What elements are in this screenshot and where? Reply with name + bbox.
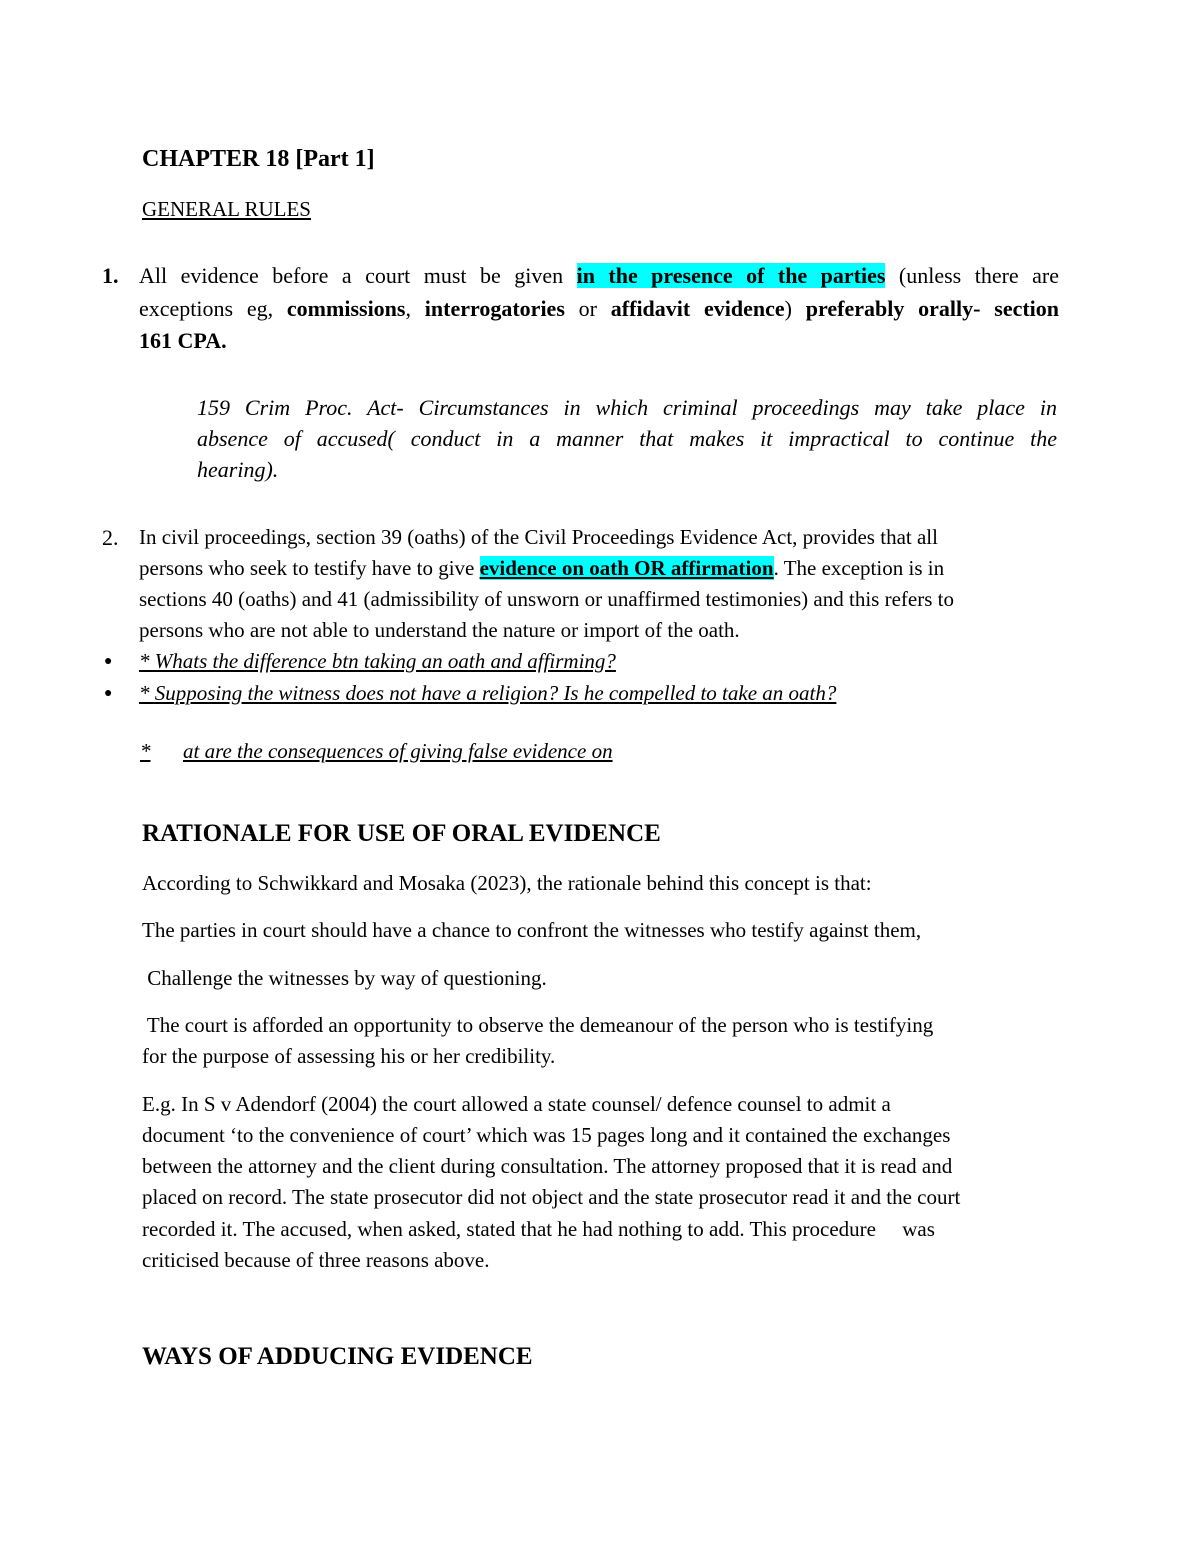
item2-line2-b: . The exception is in (773, 556, 945, 580)
chapter-title: CHAPTER 18 [Part 1] (142, 146, 375, 172)
item1-note-line1: 159 Crim Proc. Act- Circumstances in which criminal proceedings may take place in (197, 395, 1057, 420)
example-line3: between the attorney and the client during consultation. The attorney proposed that it is read and (142, 1154, 953, 1178)
item2-line2-a: persons who seek to testify have to give (139, 556, 480, 580)
rationale-p2: The parties in court should have a chance to confront the witnesses who testify against them, (142, 918, 922, 942)
bullet-icon: ● (104, 654, 113, 669)
interrogatories-term: interrogatories (424, 296, 565, 321)
example-line6: criticised because of three reasons above. (142, 1248, 490, 1272)
item1-line1-text-a: All evidence before a court must be given (139, 263, 577, 288)
item2-number: 2. (102, 525, 119, 550)
item1-line3: 161 CPA. (139, 328, 227, 353)
general-rules-heading: GENERAL RULES (142, 197, 311, 221)
example-line1: E.g. In S v Adendorf (2004) the court allowed a state counsel/ defence counsel to admit a (142, 1092, 891, 1116)
rationale-heading: RATIONALE FOR USE OF ORAL EVIDENCE (142, 820, 661, 847)
item1-highlight: in the presence of the parties (576, 263, 886, 288)
example-line4: placed on record. The state prosecutor did not object and the state prosecutor read it and the court (142, 1185, 961, 1209)
item1-line2-c: , (405, 296, 425, 321)
affidavit-evidence-term: affidavit evidence (610, 296, 785, 321)
example-line2: document ‘to the convenience of court’ which was 15 pages long and it contained the exchanges (142, 1123, 951, 1147)
item2-line1: In civil proceedings, section 39 (oaths) of the Civil Proceedings Evidence Act, provides that all (139, 525, 938, 549)
question-3-star: * (140, 739, 151, 763)
preferably-orally-term: preferably orally- section (805, 296, 1060, 321)
item1-line2-g: ) (784, 296, 806, 321)
item1-line2 (139, 296, 1059, 322)
item1-line2-a: exceptions eg, (139, 296, 287, 321)
question-1: * Whats the difference btn taking an oath and affirming? (139, 649, 616, 673)
example-line5: recorded it. The accused, when asked, stated that he had nothing to add. This procedure was (142, 1217, 935, 1241)
item1-note-line2: absence of accused( conduct in a manner that makes it impractical to continue the (197, 426, 1057, 451)
rationale-p4-line1: The court is afforded an opportunity to observe the demeanour of the person who is testifying (142, 1013, 934, 1037)
item1-note-line3: hearing). (197, 457, 279, 482)
question-3: at are the consequences of giving false evidence on (183, 739, 613, 763)
item2-line3: sections 40 (oaths) and 41 (admissibility of unsworn or unaffirmed testimonies) and this refers to (139, 587, 954, 611)
item1-line1 (139, 263, 1059, 289)
rationale-p4-line2: for the purpose of assessing his or her credibility. (142, 1044, 556, 1068)
question-2: * Supposing the witness does not have a religion? Is he compelled to take an oath? (139, 681, 837, 705)
rationale-p1: According to Schwikkard and Mosaka (2023), the rationale behind this concept is that: (142, 871, 872, 895)
item1-number: 1. (102, 263, 119, 288)
item2-highlight: evidence on oath OR affirmation (479, 556, 774, 580)
commissions-term: commissions (286, 296, 406, 321)
bullet-icon: ● (104, 686, 113, 701)
rationale-p3: Challenge the witnesses by way of questioning. (142, 966, 547, 990)
item1-line2-e: or (564, 296, 611, 321)
item2-line4: persons who are not able to understand the nature or import of the oath. (139, 618, 740, 642)
ways-heading: WAYS OF ADDUCING EVIDENCE (142, 1343, 533, 1370)
item2-line2 (139, 556, 944, 581)
item1-line1-text-b: (unless there are (885, 263, 1059, 288)
